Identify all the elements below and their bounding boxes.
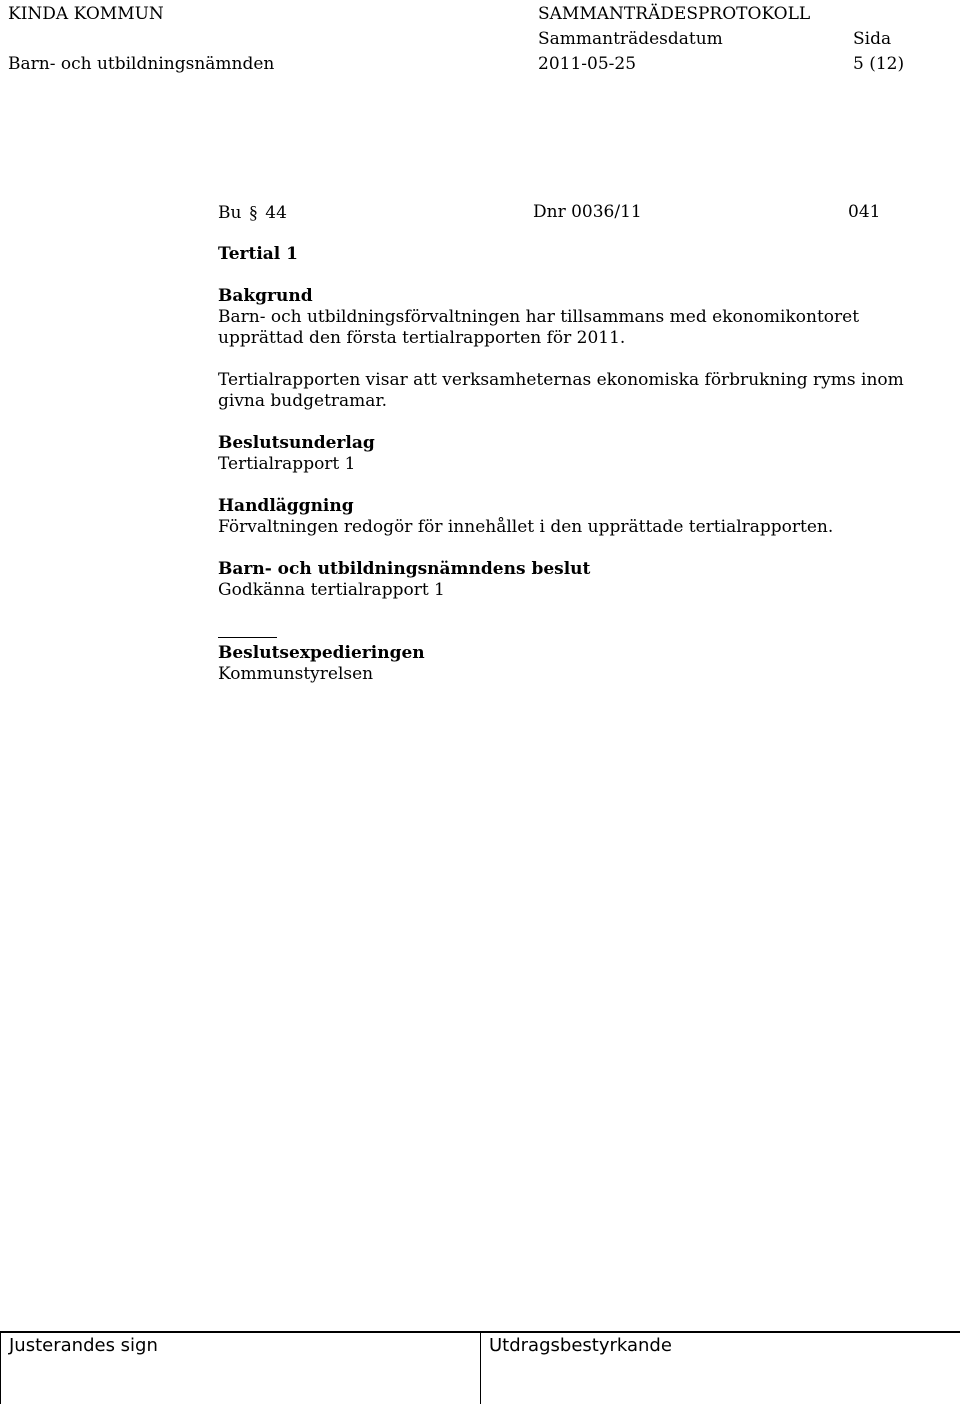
- background-text-2: Tertialrapporten visar att verksamheternas ekonomiska förbrukning ryms inom givna budgetramar.: [218, 370, 904, 411]
- page-label: Sida: [853, 29, 892, 49]
- dispatch-text: Kommunstyrelsen: [218, 664, 374, 684]
- basis-heading: Beslutsunderlag: [218, 433, 375, 453]
- certify-label: Utdragsbestyrkande: [489, 1335, 672, 1356]
- background-heading: Bakgrund: [218, 286, 313, 306]
- certify-box: [480, 1331, 960, 1404]
- municipality-name: KINDA KOMMUN: [8, 4, 164, 24]
- basis-text: Tertialrapport 1: [218, 454, 356, 474]
- section-divider: [218, 637, 277, 638]
- dispatch-heading: Beslutsexpedieringen: [218, 643, 425, 663]
- date-label: Sammanträdesdatum: [538, 29, 723, 49]
- archive-code: 041: [848, 202, 881, 222]
- sign-box: [0, 1331, 481, 1404]
- meeting-date: 2011-05-25: [538, 54, 637, 74]
- paragraph-sign: §: [248, 202, 258, 222]
- handling-text: Förvaltningen redogör för innehållet i den upprättade tertialrapporten.: [218, 517, 834, 537]
- item-title: Tertial 1: [218, 244, 299, 264]
- decision-text: Godkänna tertialrapport 1: [218, 580, 445, 600]
- decision-heading: Barn- och utbildningsnämndens beslut: [218, 559, 591, 579]
- handling-heading: Handläggning: [218, 496, 354, 516]
- background-text-1: Barn- och utbildningsförvaltningen har tillsammans med ekonomikontoret upprättad den första tertialrapporten för 2011.: [218, 307, 860, 348]
- committee-name: Barn- och utbildningsnämnden: [8, 54, 275, 74]
- sign-label: Justerandes sign: [9, 1335, 158, 1356]
- document-type: SAMMANTRÄDESPROTOKOLL: [538, 4, 811, 24]
- paragraph-number: 44: [265, 203, 287, 223]
- paragraph-prefix: Bu: [218, 203, 242, 223]
- page-number: 5 (12): [853, 54, 905, 74]
- paragraph-reference: [218, 202, 287, 223]
- diary-number: Dnr 0036/11: [533, 202, 642, 222]
- signature-footer: [0, 1331, 960, 1404]
